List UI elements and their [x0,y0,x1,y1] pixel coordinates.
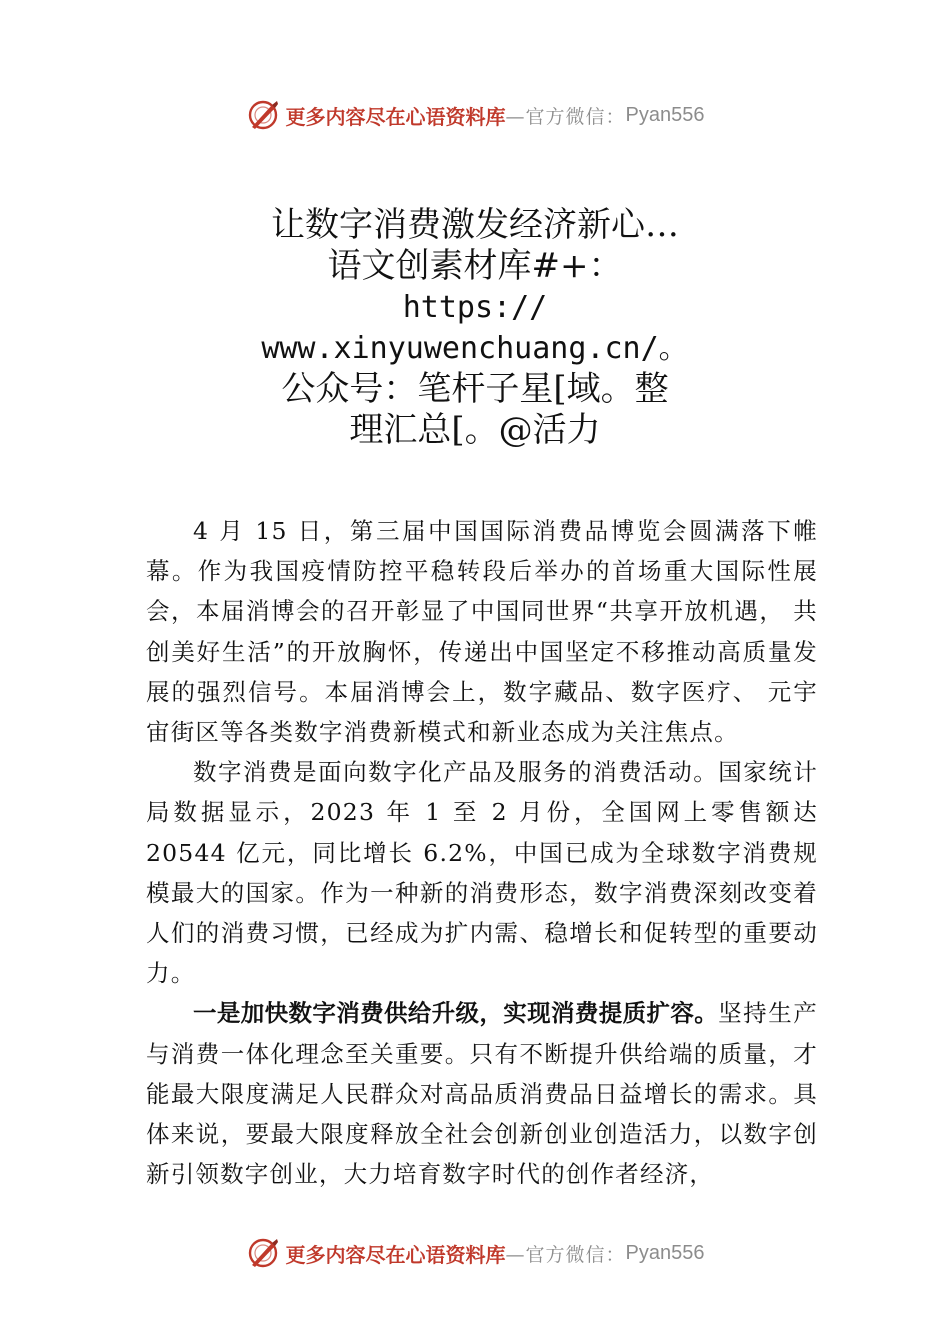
title-url-line: www.xinyuwenchuang.cn/。 [261,331,689,366]
paragraph-heading: 一是加快数字消费供给升级，实现消费提质扩容。 [193,999,719,1028]
title-line: 公众号：笔杆子星[域。整 [281,369,669,409]
document-title [150,205,800,451]
pen-seal-icon [246,1236,280,1270]
watermark-wechat-id: Pyan556 [625,103,705,126]
paragraph-text: 坚持生产与消费一体化理念至关重要。只有不断提升供给端的质量，才能最大限度满足人民群众对高品质消费品日益增长的需求。具体来说，要最大限度释放全社会创新创业创造活力，以数字创新引领数字创业，大力培育数字时代的创作者经济， [146,999,818,1189]
paragraph: 数字消费是面向数字化产品及服务的消费活动。国家统计局数据显示，2023 年 1 至 2 月份，全国网上零售额达 20544 亿元，同比增长 6.2%，中国已成为全球数字消费规模最大的国家。作为一种新的消费形态，数字消费深刻改变着人们的消费习惯，已经成为扩内需、稳增长和促转型的重要动力。 [146,758,818,988]
watermark-wechat-label: —官方微信： [505,1243,626,1266]
watermark-site-text: 更多内容尽在心语资料库 [285,1242,506,1267]
header-watermark [0,95,950,135]
paragraph [146,993,818,1194]
title-line: 语文创素材库#+： [327,246,623,286]
watermark-wechat-id: Pyan556 [625,1241,705,1264]
paragraph: 4 月 15 日，第三届中国国际消费品博览会圆满落下帷幕。作为我国疫情防控平稳转段后举办的首场重大国际性展会，本届消博会的召开彰显了中国同世界“共享开放机遇， 共创美好生活”的开放胸怀，传递出中国坚定不移推动高质量发展的强烈信号。本届消博会上，数字藏品、数字医疗、 元宇宙街区等各类数字消费新模式和新业态成为关注焦点。 [146,517,818,747]
watermark-wechat-label: —官方微信： [505,105,626,128]
title-url-line: https:// [402,290,548,325]
title-line: 让数字消费激发经济新心… [271,205,679,245]
title-line: 理汇总[。@活力 [349,410,601,450]
watermark-site-text: 更多内容尽在心语资料库 [285,104,506,129]
document-body [146,511,818,1194]
pen-seal-icon [246,98,280,132]
footer-watermark [0,1233,950,1273]
